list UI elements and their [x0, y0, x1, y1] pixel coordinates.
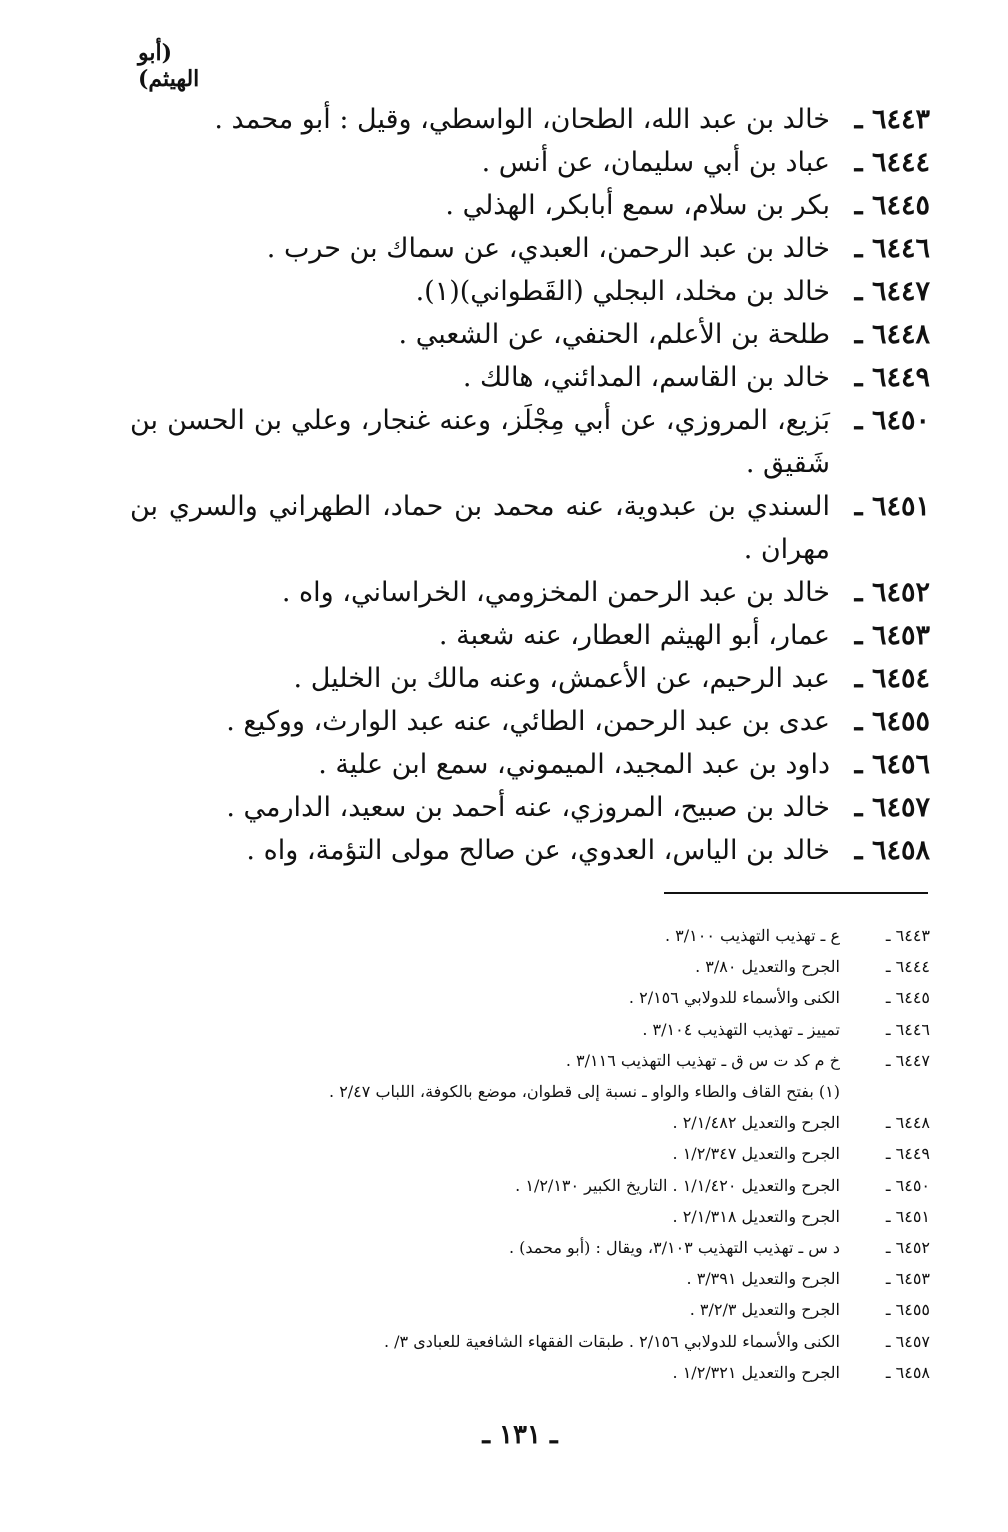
footnote-text: الجرح والتعديل ١/٢/٣٤٧ . [672, 1144, 840, 1164]
footnote-number: ٦٤٥٠ ـ [885, 1175, 930, 1195]
footnote-number: ٦٤٥٢ ـ [885, 1238, 930, 1258]
entry-item [130, 786, 930, 829]
entry-text: بَزيع، المروزي، عن أبي مِجْلَز، وعنه غنجار، وعلي بن الحسن بن شَقيق . [130, 405, 830, 479]
entry-number: ٦٤٥٠ ـ [854, 405, 930, 436]
footnote-number: ٦٤٤٣ ـ [885, 926, 930, 945]
footnote-item [280, 1263, 930, 1294]
footnote-number: ٦٤٤٩ ـ [885, 1144, 930, 1164]
entry-text: طلحة بن الأعلم، الحنفي، عن الشعبي . [398, 319, 830, 350]
footnote-number: ٦٤٤٥ ـ [885, 988, 930, 1008]
footnote-text: الكنى والأسماء للدولابي ٢/١٥٦ . [628, 988, 840, 1008]
footnote-item [280, 1326, 930, 1357]
footnote-number [840, 1076, 930, 1107]
entry-item [130, 98, 930, 141]
footnote-text: الجرح والتعديل ٣/٣٩١ . [686, 1269, 840, 1289]
footnote-number: ٦٤٤٨ ـ [885, 1113, 930, 1133]
entry-item [130, 313, 930, 356]
footnote-text: ع ـ تهذيب التهذيب ٣/١٠٠ . [665, 926, 840, 945]
entry-text: عمار، أبو الهيثم العطار، عنه شعبة . [438, 620, 830, 651]
entry-item [130, 571, 930, 614]
footnote-text: الجرح والتعديل ٢/١/٤٨٢ . [672, 1113, 840, 1133]
footnote-item [280, 1076, 930, 1107]
entry-text: السندي بن عبدوية، عنه محمد بن حماد، الطهراني والسري بن مهران . [130, 491, 830, 565]
entry-text: خالد بن مخلد، البجلي (القَطواني)(١). [415, 276, 830, 307]
footnote-text: الجرح والتعديل ٣/٢/٣ . [689, 1300, 840, 1320]
footnote-text: الكنى والأسماء للدولابي ٢/١٥٦ . طبقات الفقهاء الشافعية للعبادى ٣/ . [383, 1331, 840, 1351]
entry-number: ٦٤٤٦ ـ [854, 233, 930, 264]
footnote-number: ٦٤٤٧ ـ [885, 1050, 930, 1070]
footnote-item [280, 920, 930, 951]
entry-number: ٦٤٥٣ ـ [854, 620, 930, 651]
running-header: (أبو الهيثم) [138, 40, 200, 92]
entry-number: ٦٤٤٩ ـ [854, 362, 930, 393]
entry-text: بكر بن سلام، سمع أبابكر، الهذلي . [445, 190, 830, 221]
entry-number: ٦٤٥٦ ـ [854, 749, 930, 780]
entry-text: خالد بن القاسم، المدائني، هالك . [462, 362, 830, 393]
entry-text: عبد الرحيم، عن الأعمش، وعنه مالك بن الخليل . [293, 663, 830, 694]
footnote-text: الجرح والتعديل ٢/١/٣١٨ . [672, 1206, 840, 1226]
entries-list [130, 98, 930, 872]
entry-item [130, 485, 930, 571]
footnote-item [280, 1045, 930, 1076]
footnote-text: الجرح والتعديل ٣/٨٠ . [695, 957, 840, 977]
footnote-text: الجرح والتعديل ١/٢/٣٢١ . [672, 1362, 840, 1382]
footnote-item [280, 951, 930, 982]
entry-item [130, 141, 930, 184]
entry-number: ٦٤٥٢ ـ [854, 577, 930, 608]
footnote-number: ٦٤٥٧ ـ [885, 1331, 930, 1351]
entry-item [130, 657, 930, 700]
entry-item [130, 399, 930, 485]
entry-text: خالد بن صبيح، المروزي، عنه أحمد بن سعيد، الدارمي . [226, 792, 830, 823]
page-number: ـ ١٣١ ـ [482, 1420, 558, 1450]
entry-number: ٦٤٥٧ ـ [854, 792, 930, 823]
footnote-text: الجرح والتعديل ١/١/٤٢٠ . التاريخ الكبير ١/٢/١٣٠ . [515, 1175, 840, 1195]
entry-text: داود بن عبد المجيد، الميموني، سمع ابن علية . [318, 749, 830, 780]
entry-item [130, 184, 930, 227]
footnote-number: ٦٤٤٦ ـ [885, 1019, 930, 1039]
footnote-item [280, 1170, 930, 1201]
entry-item [130, 614, 930, 657]
footnote-number: ٦٤٥٥ ـ [885, 1300, 930, 1320]
entry-item [130, 227, 930, 270]
entry-text: خالد بن الياس، العدوي، عن صالح مولى التؤمة، واه . [246, 835, 830, 866]
entry-number: ٦٤٤٥ ـ [854, 190, 930, 221]
footnote-text: د س ـ تهذيب التهذيب ٣/١٠٣، ويقال : (أبو محمد) . [508, 1238, 840, 1258]
entry-text: عدى بن عبد الرحمن، الطائي، عنه عبد الوارث، ووكيع . [226, 706, 830, 737]
footnote-item [280, 1138, 930, 1169]
entry-number: ٦٤٤٧ ـ [854, 276, 930, 307]
footnote-text: تمييز ـ تهذيب التهذيب ٣/١٠٤ . [642, 1019, 840, 1039]
footnote-divider [664, 892, 928, 894]
entry-number: ٦٤٤٣ ـ [854, 104, 930, 135]
entry-number: ٦٤٥١ ـ [854, 491, 930, 522]
entry-number: ٦٤٥٥ ـ [854, 706, 930, 737]
entry-item [130, 829, 930, 872]
footnote-text: خ م كد ت س ق ـ تهذيب التهذيب ٣/١١٦ . [565, 1050, 840, 1070]
entry-number: ٦٤٤٨ ـ [854, 319, 930, 350]
entry-number: ٦٤٥٨ ـ [854, 835, 930, 866]
footnote-item [280, 1107, 930, 1138]
entry-item [130, 356, 930, 399]
entry-text: خالد بن عبد الرحمن، العبدي، عن سماك بن حرب . [266, 233, 830, 264]
footnote-text: (١) بفتح القاف والطاء والواو ـ نسبة إلى قطوان، موضع بالكوفة، اللباب ٢/٤٧ . [329, 1082, 840, 1102]
footnote-item [280, 1014, 930, 1045]
footnote-item [280, 982, 930, 1013]
entry-text: عباد بن أبي سليمان، عن أنس . [481, 147, 830, 178]
footnote-item [280, 1357, 930, 1388]
entry-item [130, 700, 930, 743]
footnote-number: ٦٤٥٨ ـ [885, 1362, 930, 1382]
footnote-item [280, 1294, 930, 1325]
footnote-number: ٦٤٥١ ـ [885, 1206, 930, 1226]
footnote-item [280, 1201, 930, 1232]
footnote-number: ٦٤٤٤ ـ [885, 957, 930, 977]
footnote-item [280, 1232, 930, 1263]
footnote-number: ٦٤٥٣ ـ [885, 1269, 930, 1289]
entry-number: ٦٤٥٤ ـ [854, 663, 930, 694]
entry-item [130, 743, 930, 786]
entry-text: خالد بن عبد الله، الطحان، الواسطي، وقيل : أبو محمد . [214, 104, 830, 135]
entry-number: ٦٤٤٤ ـ [854, 147, 930, 178]
footnotes-list [280, 920, 930, 1388]
entry-text: خالد بن عبد الرحمن المخزومي، الخراساني، واه . [281, 577, 830, 608]
entry-item [130, 270, 930, 313]
